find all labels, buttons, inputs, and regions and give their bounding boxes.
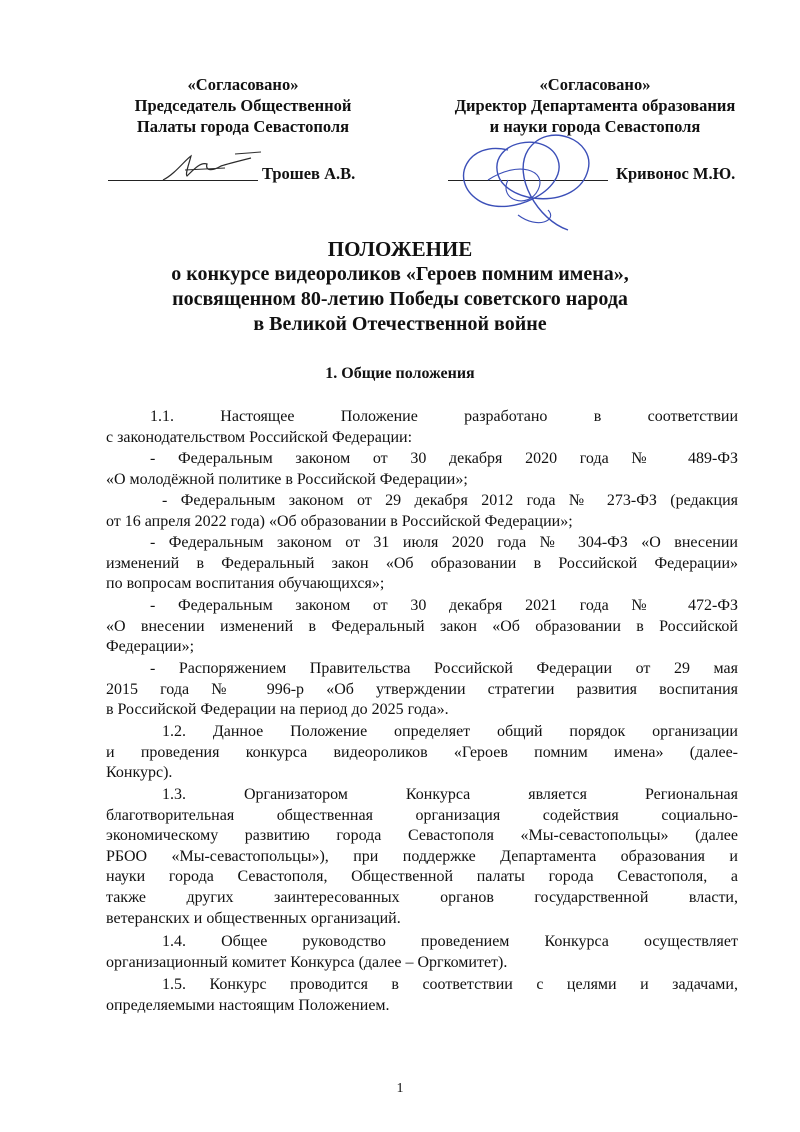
law-304-fz [106,533,738,595]
right-signer-name: Кривонос М.Ю. [616,164,736,183]
document-subtitle-line-3: в Великой Отечественной войне [253,313,547,335]
paragraph-1-4 [106,932,738,973]
paragraph-line: 1.3. Организатором Конкурса является Региональная [162,786,738,803]
paragraph-line: в Российской Федерации на период до 2025 года». [106,701,449,719]
paragraph-line: 1.5. Конкурс проводится в соответствии с целями и задачами, [162,976,738,993]
paragraph-line: Федерации»; [106,638,195,656]
paragraph-line: ветеранских и общественных организаций. [106,909,401,927]
law-472-fz [106,596,738,658]
paragraph-line: - Федеральным законом от 30 декабря 2021 года № 472-ФЗ [150,597,738,614]
paragraph-line: также других заинтересованных органов государственной власти, [106,888,738,906]
paragraph-line: науки города Севастополя, Общественной палаты города Севастополя, а [106,868,738,886]
paragraph-line: и проведения конкурса видеороликов «Героев помним имена» (далее- [106,743,738,761]
paragraph-1-2 [106,722,738,784]
paragraph-line: - Федеральным законом от 29 декабря 2012 года № 273-ФЗ (редакция [162,492,738,509]
paragraph-line: определяемыми настоящим Положением. [106,996,390,1014]
left-signer-name: Трошев А.В. [262,164,356,183]
paragraph-line: 1.4. Общее руководство проведением Конкурса осуществляет [162,933,738,950]
paragraph-line: 1.1. Настоящее Положение разработано в соответствии [150,408,738,425]
document-subtitle-line-1: о конкурсе видеороликов «Героев помним имена», [171,263,629,285]
paragraph-1-5 [106,975,738,1016]
paragraph-line: 1.2. Данное Положение определяет общий порядок организации [162,723,738,740]
paragraph-1-1 [106,407,738,448]
paragraph-line: - Распоряжением Правительства Российской Федерации от 29 мая [150,660,738,677]
paragraph-line: от 16 апреля 2022 года) «Об образовании в Российской Федерации»; [106,512,573,530]
paragraph-line: организационный комитет Конкурса (далее – Оргкомитет). [106,953,508,971]
left-signature-mark [155,150,265,186]
paragraph-line: «О молодёжной политике в Российской Федерации»; [106,470,468,488]
law-489-fz [106,449,738,490]
left-approval-heading: «Согласовано» [187,75,299,94]
paragraph-line: - Федеральным законом от 30 декабря 2020 года № 489-ФЗ [150,450,738,467]
left-approval-position: Председатель Общественной [134,96,352,115]
government-order-996-r [106,659,738,721]
paragraph-line: с законодательством Российской Федерации: [106,428,413,446]
left-approval-organization: Палаты города Севастополя [136,117,350,136]
right-approval-organization: и науки города Севастополя [489,117,701,136]
paragraph-line: - Федеральным законом от 31 июля 2020 года № 304-ФЗ «О внесении [150,534,738,551]
paragraph-line: изменений в Федеральный закон «Об образовании в Российской Федерации» [106,554,738,572]
right-approval-position: Директор Департамента образования [454,96,736,115]
paragraph-line: благотворительная общественная организация содействия социально- [106,806,738,824]
page-number: 1 [396,1081,404,1096]
right-approval-heading: «Согласовано» [539,75,651,94]
right-signature-mark [448,120,608,240]
paragraph-line: по вопросам воспитания обучающихся»; [106,575,385,593]
paragraph-line: РБОО «Мы-севастопольцы»), при поддержке Департамента образования и [106,847,738,865]
left-approval-block [108,74,378,137]
document-title: ПОЛОЖЕНИЕ [327,237,473,261]
paragraph-line: Конкурс). [106,764,173,782]
section-heading: 1. Общие положения [325,365,475,382]
paragraph-1-3 [106,785,738,929]
document-subtitle-line-2: посвященном 80-летию Победы советского народа [172,288,628,310]
paragraph-line: 2015 года № 996-р «Об утверждении стратегии развития воспитания [106,680,738,698]
law-273-fz [106,491,738,532]
paragraph-line: «О внесении изменений в Федеральный закон «Об образовании в Российской [106,617,738,635]
paragraph-line: экономическому развитию города Севастополя «Мы-севастопольцы» (далее [106,827,738,845]
